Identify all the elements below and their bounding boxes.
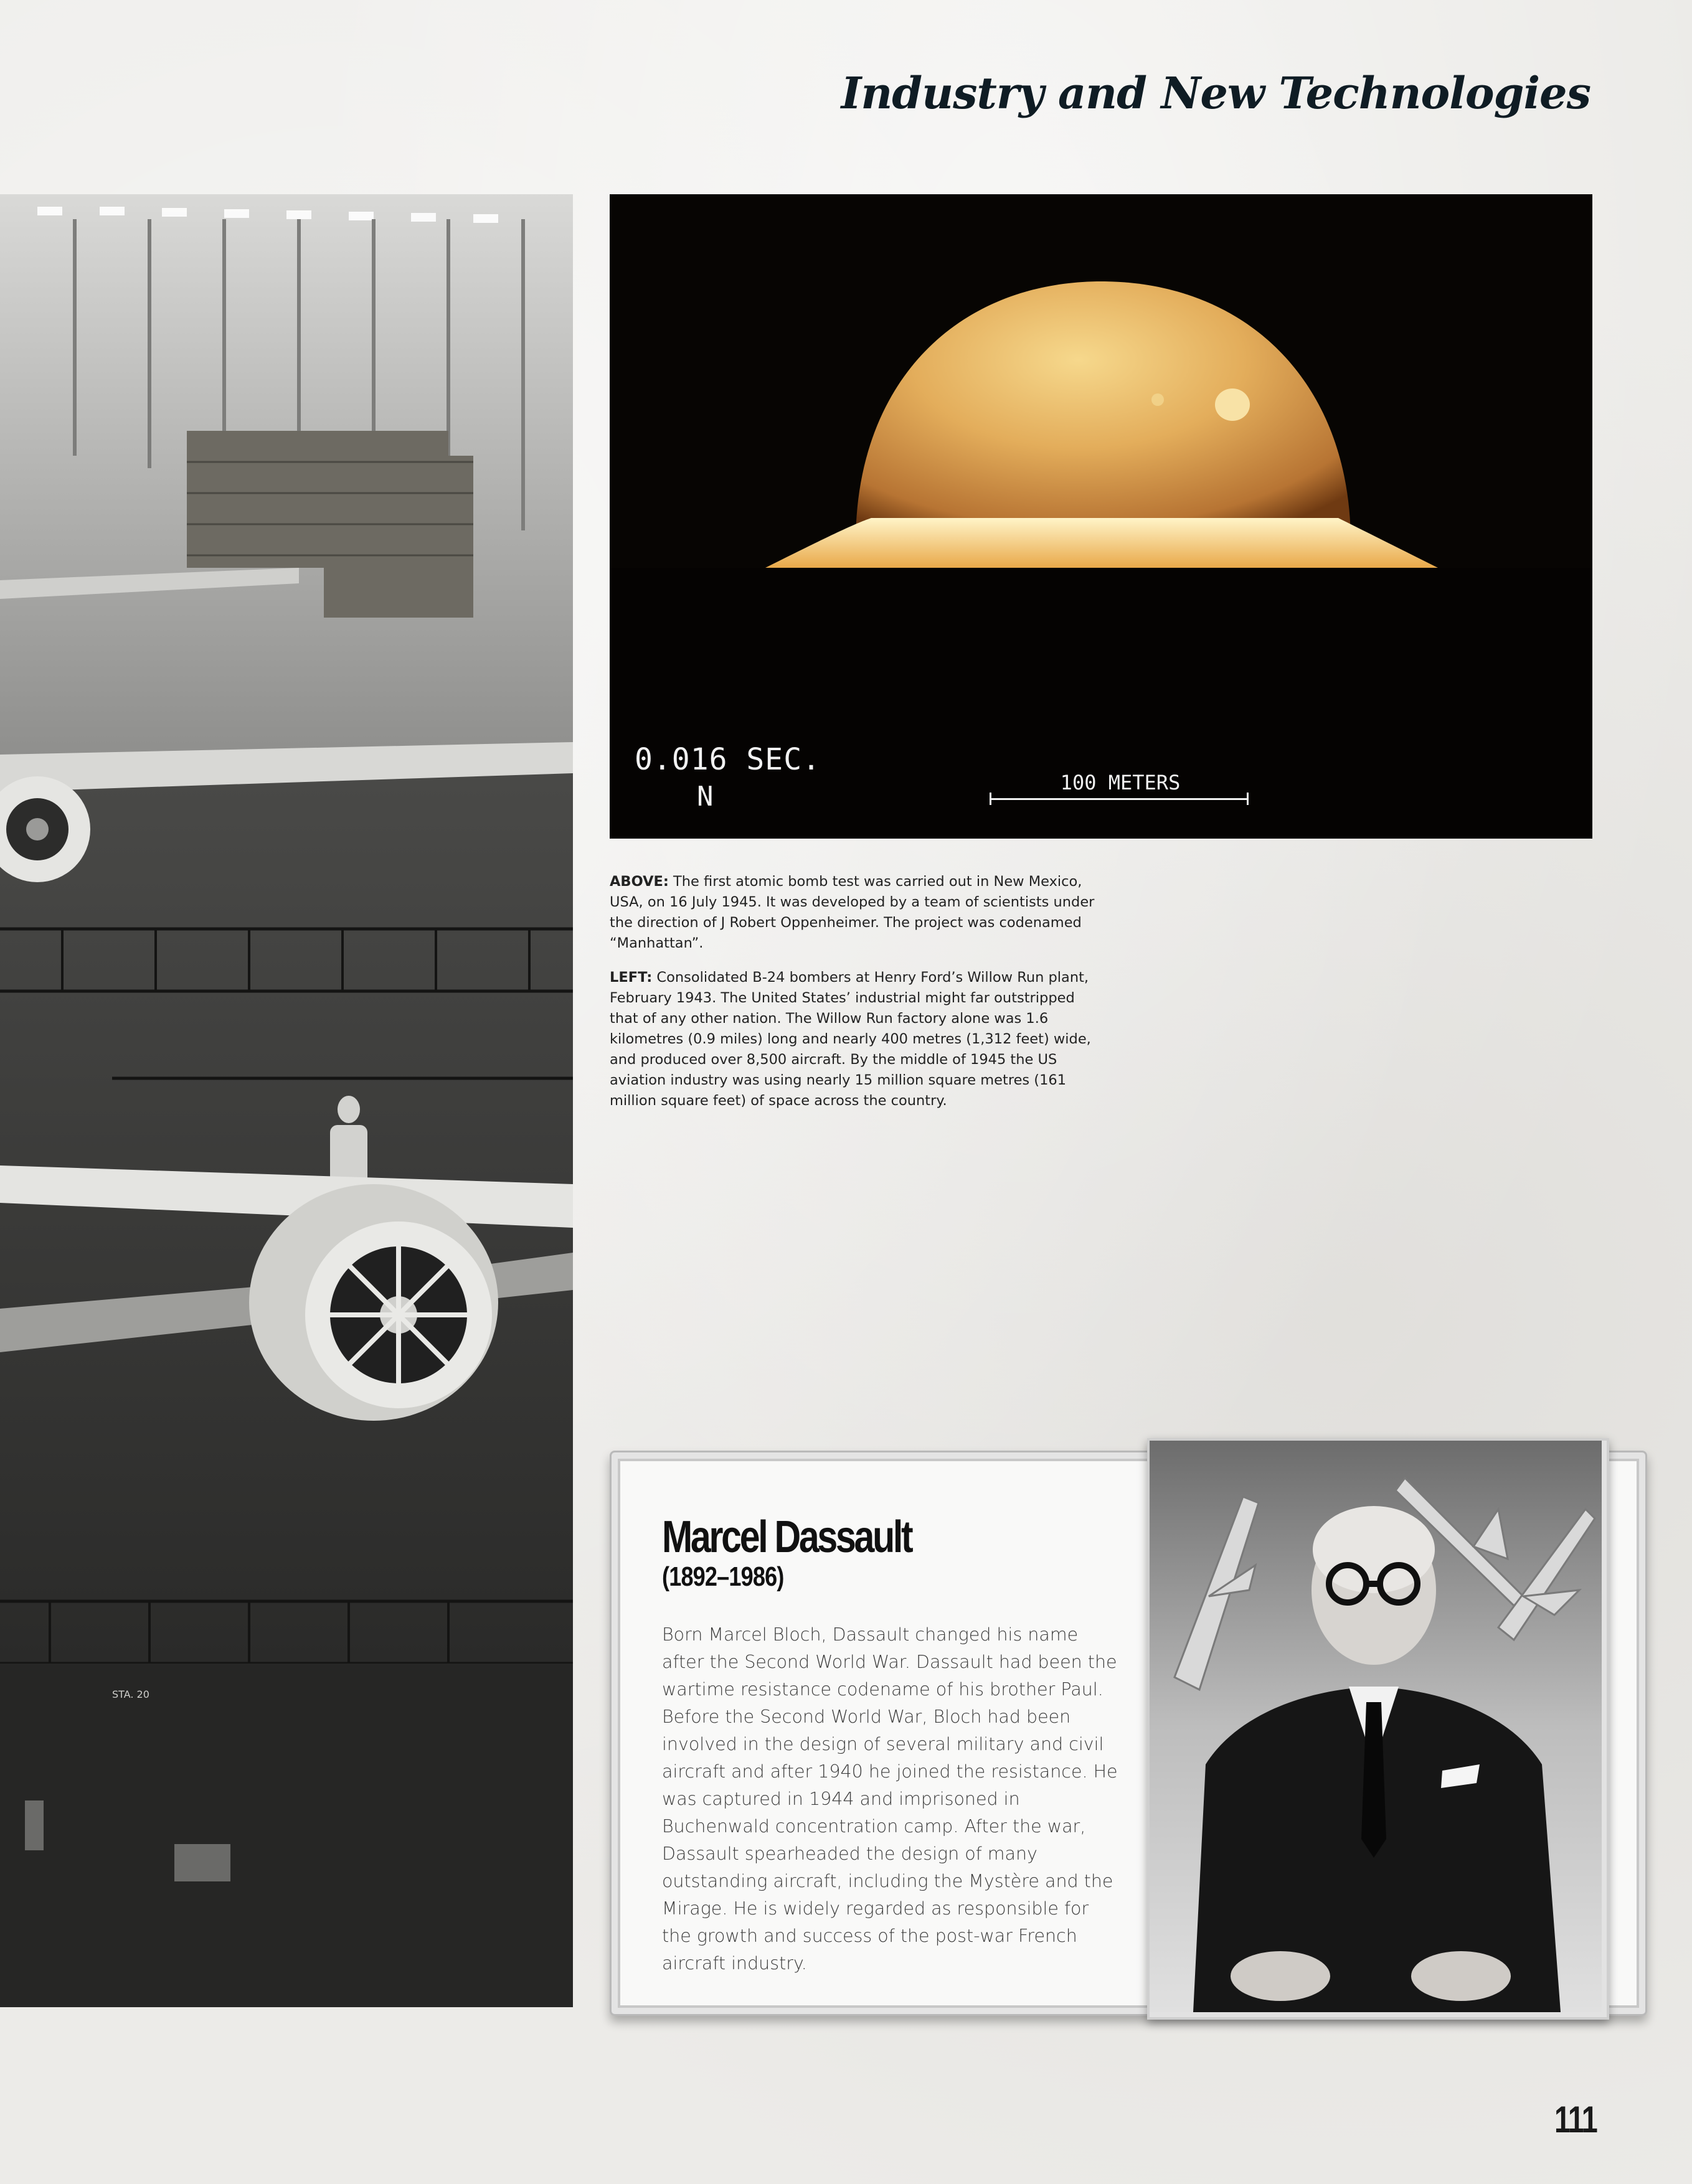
time-label: 0.016 SEC. xyxy=(635,742,821,777)
bio-body: Born Marcel Bloch, Dassault changed his name after the Second World War. Dassault had been the wartime resistance codename of his brother Paul. Before the Second World War, Bloch had been involved in the design of several military and civil aircraft and after 1940 he joined the resistance. He was captured in 1944 and imprisoned in Buchenwald concentration camp. After the war, Dassault spearheaded the design of many outstanding aircraft, including the Mystère and the Mirage. He is widely regarded as responsible for the growth and success of the post-war French aircraft industry. xyxy=(662,1624,1118,1974)
factory-illustration xyxy=(0,194,573,2007)
caption-above xyxy=(610,872,1095,954)
page-number: 111 xyxy=(1554,2099,1597,2140)
scale-bar xyxy=(990,798,1249,800)
portrait-photo xyxy=(1147,1438,1609,2020)
caption-left-label: LEFT: xyxy=(610,969,653,986)
running-head: Industry and New Technologies xyxy=(841,67,1590,119)
factory-photo xyxy=(0,194,573,2007)
captions xyxy=(610,872,1095,1125)
bio-years: (1892–1986) xyxy=(662,1561,784,1592)
bio-text xyxy=(662,1513,1123,1977)
atomic-test-photo xyxy=(610,194,1592,839)
floor-marking: STA. 20 xyxy=(112,1688,149,1700)
scale-label: 100 METERS xyxy=(1060,771,1181,794)
bio-name: Marcel Dassault xyxy=(662,1512,912,1562)
north-label: N xyxy=(697,781,714,812)
caption-above-text: The first atomic bomb test was carried out in New Mexico, USA, on 16 July 1945. It was developed by a team of scientists under the direction of J Robert Oppenheimer. The project was codenamed “Manhattan”. xyxy=(610,873,1095,951)
caption-above-label: ABOVE: xyxy=(610,873,669,890)
caption-left-text: Consolidated B-24 bombers at Henry Ford’s Willow Run plant, February 1943. The United States’ industrial might far outstripped that of any other nation. The Willow Run factory alone was 1.6 kilometres (0.9 miles) long and nearly 400 metres (1,312 feet) wide, and produced over 8,500 aircraft. By the middle of 1945 the US aviation industry was using nearly 15 million square metres (161 million square feet) of space across the country. xyxy=(610,969,1091,1109)
caption-left xyxy=(610,967,1095,1111)
portrait-illustration xyxy=(1150,1441,1602,2012)
